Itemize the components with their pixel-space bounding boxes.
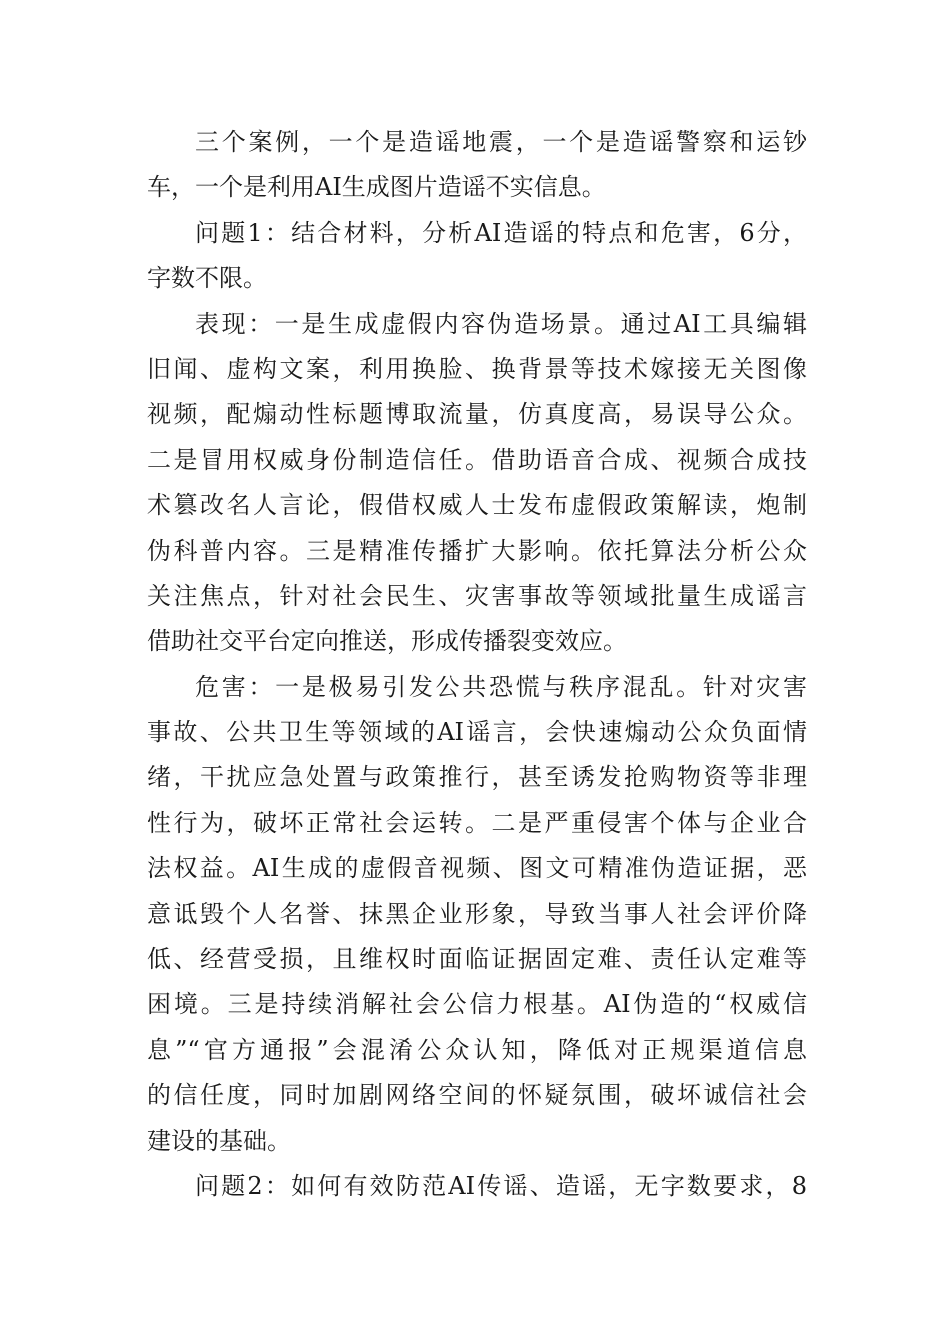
question-1-line: 问题1：结合材料，分析AI造谣的特点和危害，6分， (195, 218, 807, 247)
text-line: 的信任度，同时加剧网络空间的怀疑氛围，破坏诚信社会 (147, 1081, 807, 1110)
text-line: 视频，配煽动性标题博取流量，仿真度高，易误导公众。 (147, 400, 807, 429)
question-2-line: 问题2：如何有效防范AI传谣、造谣，无字数要求，8 (195, 1171, 807, 1200)
features-paragraph-start: 表现：一是生成虚假内容伪造场景。通过AI工具编辑 (195, 309, 807, 338)
text-line: 旧闻、虚构文案，利用换脸、换背景等技术嫁接无关图像 (147, 354, 807, 383)
document-body (147, 120, 807, 1209)
text-line: 二是冒用权威身份制造信任。借助语音合成、视频合成技 (147, 445, 807, 474)
text-line: 建设的基础。 (147, 1126, 291, 1155)
text-line: 车，一个是利用AI生成图片造谣不实信息。 (147, 173, 606, 202)
text-line: 伪科普内容。三是精准传播扩大影响。依托算法分析公众 (147, 536, 807, 565)
text-line: 绪，干扰应急处置与政策推行，甚至诱发抢购物资等非理 (147, 763, 807, 792)
text-line: 关注焦点，针对社会民生、灾害事故等领域批量生成谣言 (147, 581, 807, 610)
text-line: 术篡改名人言论，假借权威人士发布虚假政策解读，炮制 (147, 491, 807, 520)
text-line: 困境。三是持续消解社会公信力根基。AI伪造的“权威信 (147, 990, 807, 1019)
text-line: 低、经营受损，且维权时面临证据固定难、责任认定难等 (147, 945, 807, 974)
text-line: 息”“官方通报”会混淆公众认知，降低对正规渠道信息 (147, 1035, 807, 1064)
text-line: 性行为，破坏正常社会运转。二是严重侵害个体与企业合 (147, 808, 807, 837)
harms-paragraph-start: 危害：一是极易引发公共恐慌与秩序混乱。针对灾害 (195, 672, 807, 701)
text-line: 字数不限。 (147, 264, 267, 293)
text-line: 法权益。AI生成的虚假音视频、图文可精准伪造证据，恶 (147, 854, 807, 883)
text-line: 事故、公共卫生等领域的AI谣言，会快速煽动公众负面情 (147, 718, 807, 747)
text-line: 意诋毁个人名誉、抹黑企业形象，导致当事人社会评价降 (147, 899, 807, 928)
text-line: 借助社交平台定向推送，形成传播裂变效应。 (147, 627, 627, 656)
text-line: 三个案例，一个是造谣地震，一个是造谣警察和运钞 (195, 128, 807, 156)
